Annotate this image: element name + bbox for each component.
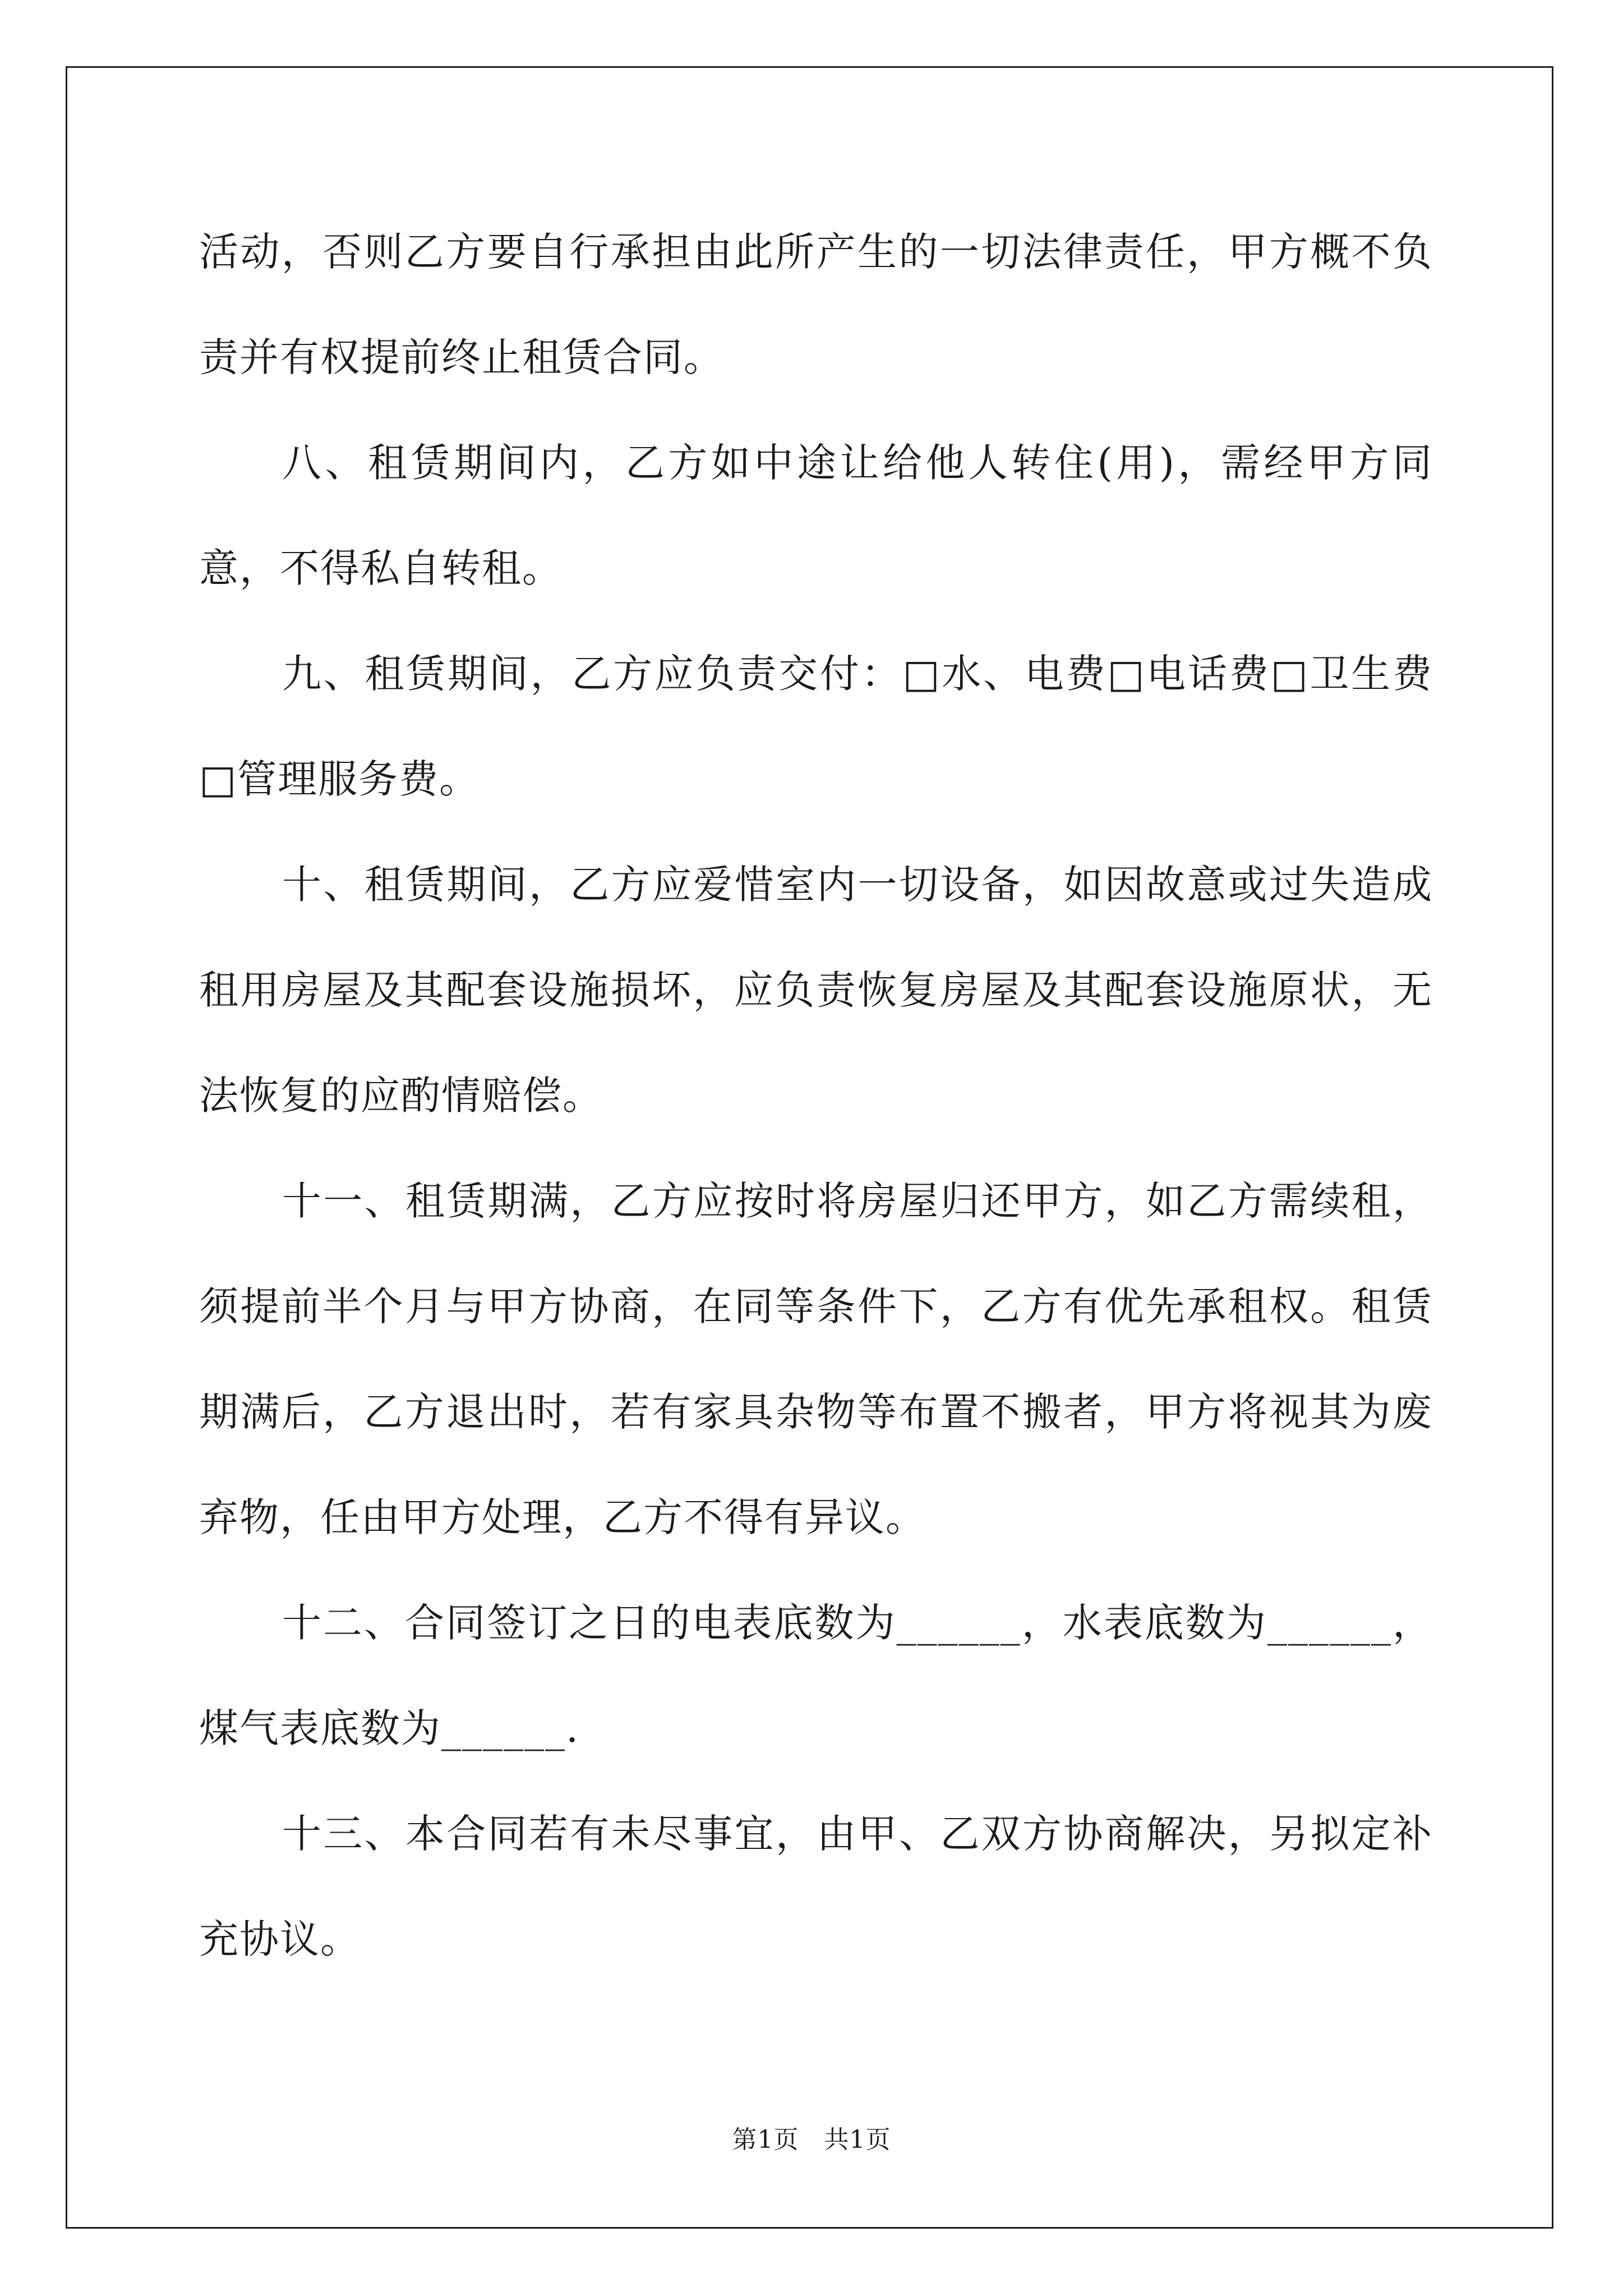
document-body bbox=[199, 199, 1433, 1992]
paragraph-clause-13: 十三、本合同若有未尽事宜，由甲、乙双方协商解决，另拟定补充协议。 bbox=[199, 1811, 1433, 1962]
paragraph-clause-10: 十、租赁期间，乙方应爱惜室内一切设备，如因故意或过失造成租用房屋及其配套设施损坏，应负责恢复房屋及其配套设施原状，无法恢复的应酌情赔偿。 bbox=[199, 862, 1433, 1119]
paragraph-clause-12: 十二、合同签订之日的电表底数为______，水表底数为______，煤气表底数为______. bbox=[199, 1600, 1433, 1751]
paragraph-continuation: 活动，否则乙方要自行承担由此所产生的一切法律责任，甲方概不负责并有权提前终止租赁合同。 bbox=[199, 229, 1433, 380]
paragraph-clause-9: 九、租赁期间，乙方应负责交付：□水、电费□电话费□卫生费□管理服务费。 bbox=[199, 651, 1433, 802]
paragraph-clause-11: 十一、租赁期满，乙方应按时将房屋归还甲方，如乙方需续租，须提前半个月与甲方协商，在同等条件下，乙方有优先承租权。租赁期满后，乙方退出时，若有家具杂物等布置不搬者，甲方将视其为废弃物，任由甲方处理，乙方不得有异议。 bbox=[199, 1178, 1433, 1540]
paragraph-clause-8: 八、租赁期间内，乙方如中途让给他人转住(用)，需经甲方同意，不得私自转租。 bbox=[199, 440, 1433, 591]
page-footer: 第1页 共1页 bbox=[732, 2125, 891, 2154]
